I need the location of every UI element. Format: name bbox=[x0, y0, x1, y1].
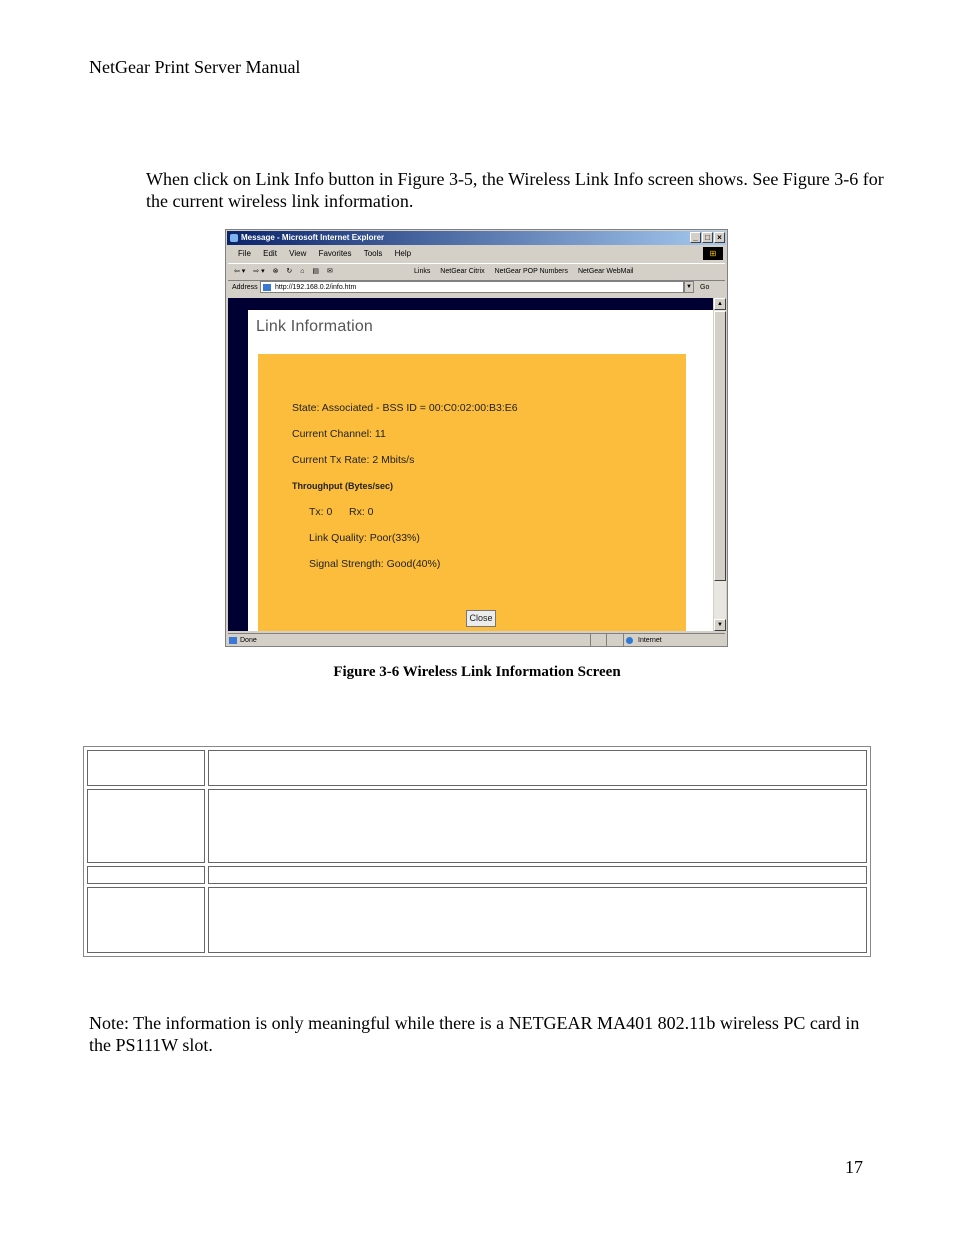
forward-icon[interactable]: ⇨ ▾ bbox=[253, 268, 265, 275]
table-cell bbox=[208, 789, 867, 863]
home-icon[interactable]: ⌂ bbox=[300, 268, 305, 275]
link-quality-text: Link Quality: Poor(33%) bbox=[309, 532, 420, 544]
page-done-icon bbox=[229, 637, 237, 644]
state-text: State: Associated - BSS ID = 00:C0:02:00:B3:E6 bbox=[292, 402, 518, 414]
vertical-scrollbar[interactable] bbox=[714, 298, 726, 631]
status-bar bbox=[228, 633, 725, 647]
link-info-title: Link Information bbox=[256, 318, 374, 335]
menu-file[interactable]: File bbox=[238, 249, 251, 258]
menu-favorites[interactable]: Favorites bbox=[318, 249, 352, 258]
scroll-thumb[interactable] bbox=[714, 311, 726, 581]
signal-strength-text: Signal Strength: Good(40%) bbox=[309, 558, 441, 570]
browser-viewport bbox=[228, 298, 713, 631]
menu-help[interactable]: Help bbox=[394, 249, 412, 258]
address-value: http://192.168.0.2/info.htm bbox=[275, 284, 357, 291]
ie-icon bbox=[230, 234, 238, 242]
close-button[interactable]: Close bbox=[466, 610, 496, 627]
scroll-down-icon[interactable]: ▼ bbox=[714, 619, 726, 631]
menu-tools[interactable]: Tools bbox=[363, 249, 383, 258]
page-icon bbox=[263, 284, 271, 291]
tx-value: Tx: 0 bbox=[309, 506, 333, 518]
channel-text: Current Channel: 11 bbox=[292, 428, 386, 440]
address-bar bbox=[228, 280, 725, 295]
table-cell bbox=[208, 887, 867, 953]
go-button[interactable]: Go bbox=[700, 284, 710, 291]
link-info-page bbox=[248, 310, 713, 631]
refresh-icon[interactable]: ↻ bbox=[286, 268, 293, 275]
throughput-label: Throughput (Bytes/sec) bbox=[292, 481, 394, 491]
globe-icon bbox=[626, 637, 633, 644]
print-icon[interactable]: ▤ bbox=[312, 268, 320, 275]
address-input[interactable] bbox=[260, 281, 684, 293]
figure-caption: Figure 3-6 Wireless Link Information Screen bbox=[333, 664, 621, 680]
close-icon[interactable]: × bbox=[714, 232, 725, 243]
address-label: Address bbox=[232, 284, 258, 291]
toolbar bbox=[228, 263, 725, 281]
browser-window-screenshot bbox=[225, 229, 728, 647]
window-title: Message - Microsoft Internet Explorer bbox=[241, 233, 385, 242]
empty-table bbox=[83, 746, 871, 957]
table-cell bbox=[87, 866, 205, 884]
document-header: NetGear Print Server Manual bbox=[89, 57, 301, 77]
scroll-up-icon[interactable]: ▲ bbox=[714, 298, 726, 310]
intro-paragraph: When click on Link Info button in Figure 3-5, the Wireless Link Info screen shows. See Figure 3-6 for the current wireless link information. bbox=[146, 169, 884, 211]
link-netgear-webmail[interactable]: NetGear WebMail bbox=[577, 268, 634, 275]
maximize-icon[interactable]: □ bbox=[702, 232, 713, 243]
tx-rate-text: Current Tx Rate: 2 Mbits/s bbox=[292, 454, 415, 466]
menu-view[interactable]: View bbox=[289, 249, 307, 258]
menu-edit[interactable]: Edit bbox=[263, 249, 277, 258]
status-cell bbox=[590, 634, 607, 646]
mail-icon[interactable]: ✉ bbox=[326, 268, 333, 275]
address-dropdown-icon[interactable]: ▼ bbox=[684, 281, 694, 293]
page-number: 17 bbox=[845, 1157, 863, 1177]
links-label: Links bbox=[414, 268, 431, 275]
link-netgear-citrix[interactable]: NetGear Citrix bbox=[440, 268, 485, 275]
windows-logo-icon: ⊞ bbox=[703, 247, 723, 260]
menu-bar bbox=[228, 246, 725, 262]
table-cell bbox=[87, 750, 205, 786]
table-cell bbox=[87, 789, 205, 863]
rx-value: Rx: 0 bbox=[349, 506, 374, 518]
stop-icon[interactable]: ⊗ bbox=[272, 268, 279, 275]
link-netgear-pop-numbers[interactable]: NetGear POP Numbers bbox=[494, 268, 568, 275]
note-paragraph: Note: The information is only meaningful while there is a NETGEAR MA401 802.11b wireless PC card in the PS111W slot. bbox=[89, 1013, 860, 1055]
title-bar bbox=[227, 231, 726, 245]
table-cell bbox=[208, 750, 867, 786]
zone-text: Internet bbox=[638, 637, 662, 644]
minimize-icon[interactable]: _ bbox=[690, 232, 701, 243]
table-cell bbox=[208, 866, 867, 884]
table-cell bbox=[87, 887, 205, 953]
status-cell bbox=[606, 634, 623, 646]
zone-indicator bbox=[623, 634, 718, 647]
back-icon[interactable]: ⇦ ▾ bbox=[234, 268, 246, 275]
status-text: Done bbox=[240, 637, 257, 644]
link-info-panel bbox=[258, 354, 686, 631]
